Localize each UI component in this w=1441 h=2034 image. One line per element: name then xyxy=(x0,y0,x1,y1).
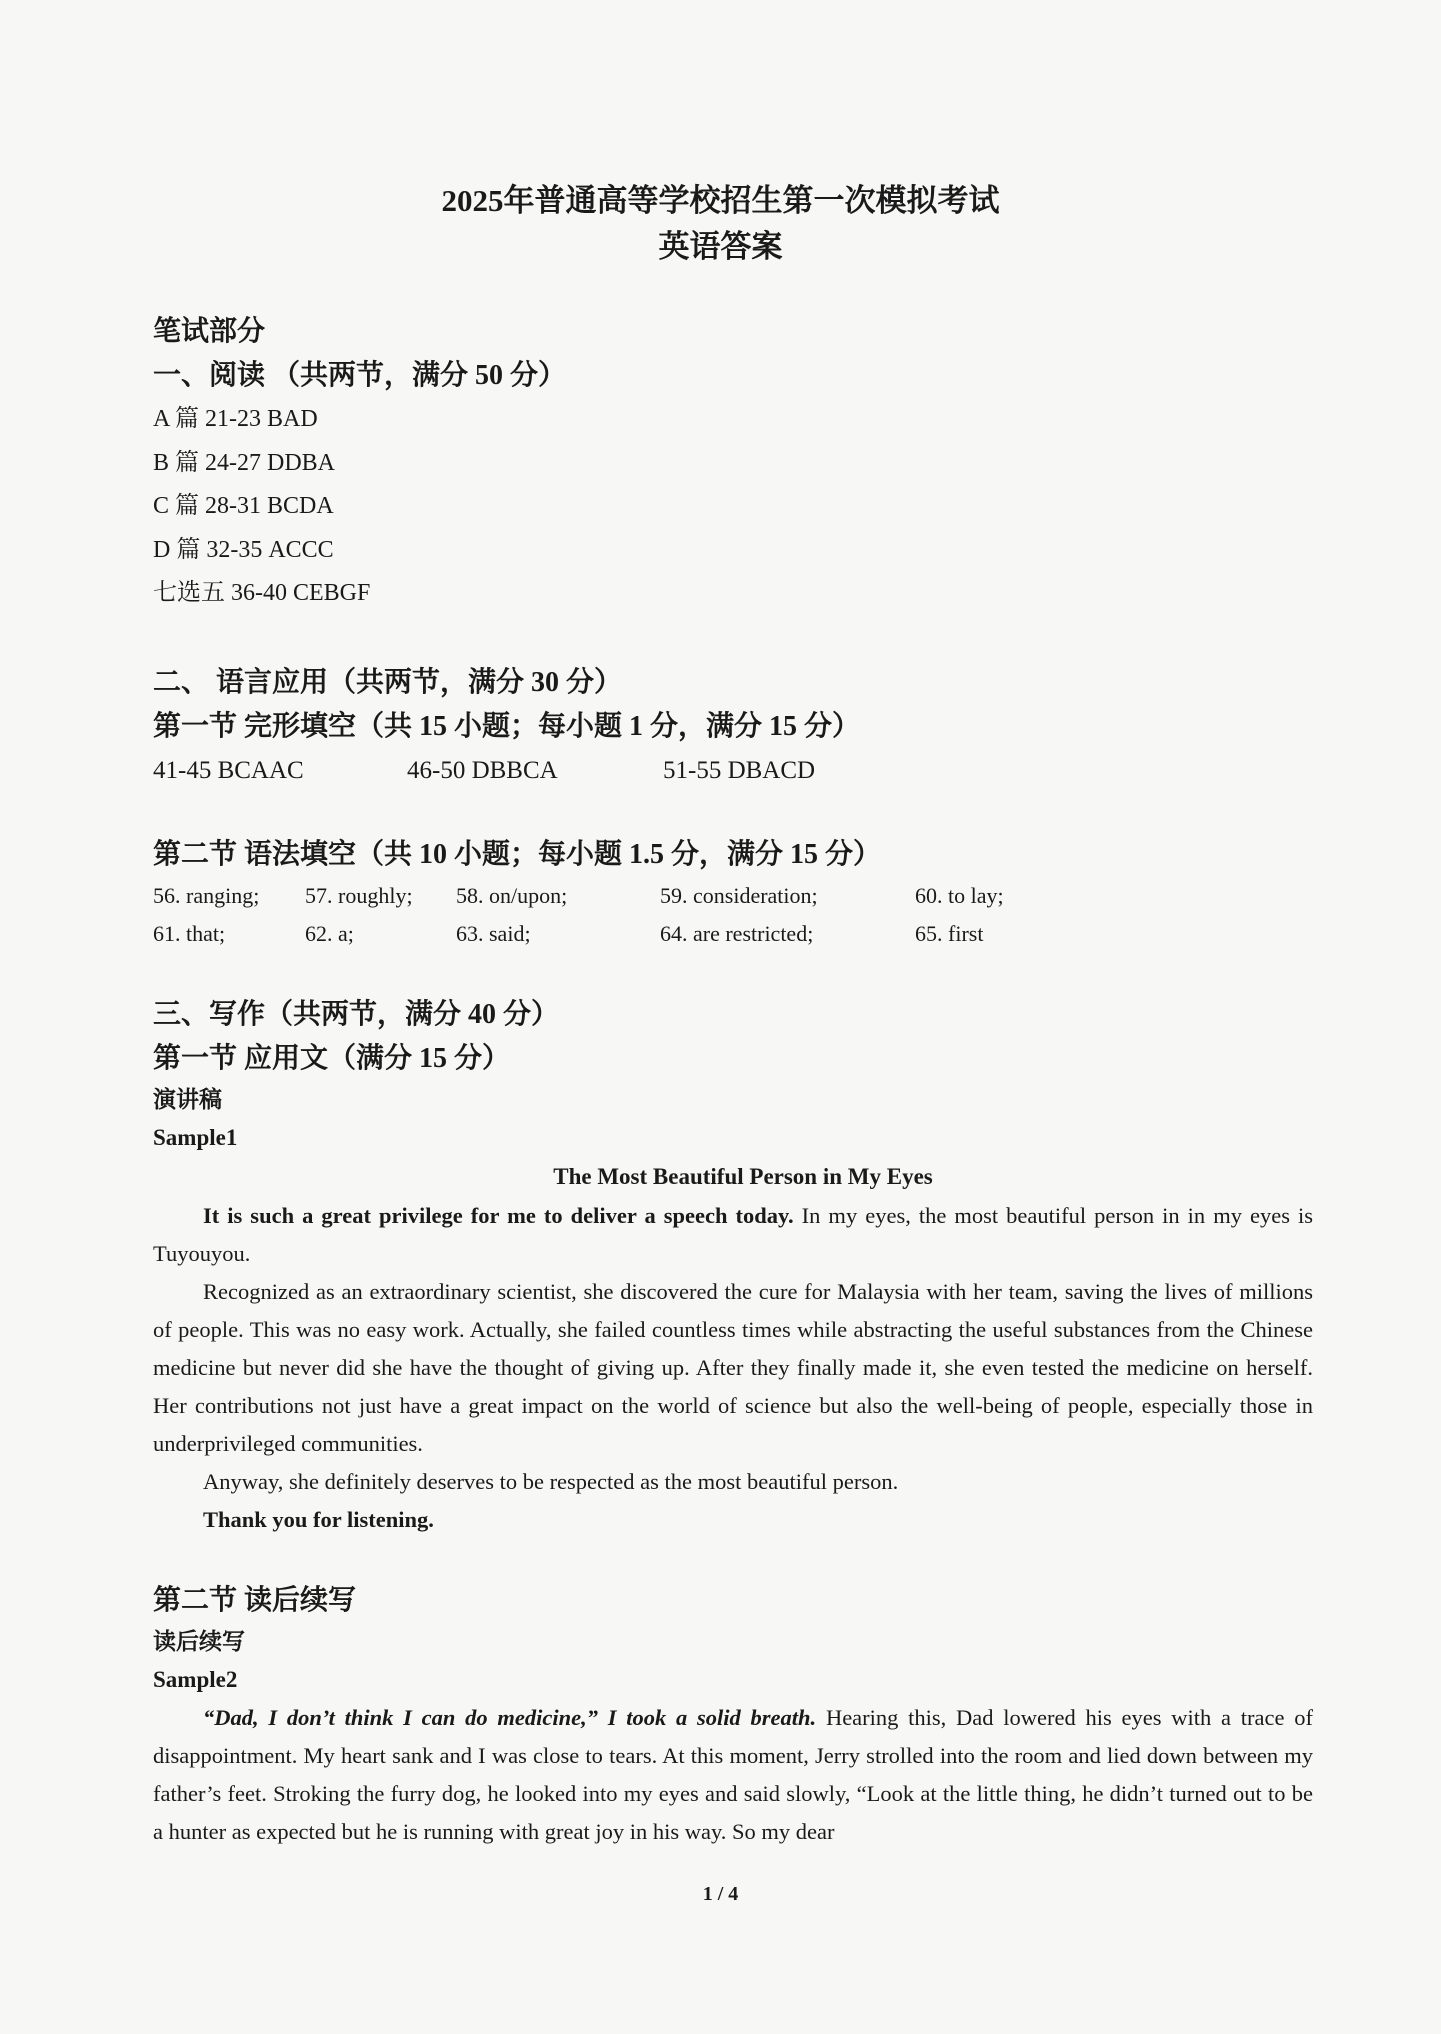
grammar-answers-row xyxy=(153,915,1313,953)
reading-answer: B 篇 24-27 DDBA xyxy=(153,449,336,476)
reading-heading: 一、阅读 （共两节，满分 50 分） xyxy=(153,360,567,391)
reading-answer: 七选五 36-40 CEBGF xyxy=(153,580,371,606)
writing-part1-type: 演讲稿 xyxy=(153,1086,222,1112)
cloze-answer: 46-50 DBBCA xyxy=(407,756,558,784)
writing-heading: 三、写作（共两节，满分 40 分） xyxy=(153,998,560,1030)
cloze-answers xyxy=(153,749,1313,793)
grammar-answer: 59. consideration; xyxy=(660,882,818,908)
cloze-answer: 41-45 BCAAC xyxy=(153,756,304,784)
title-block xyxy=(0,178,1441,270)
sample1-title: The Most Beautiful Person in My Eyes xyxy=(553,1163,933,1189)
language-heading: 二、 语言应用（共两节，满分 30 分） xyxy=(153,666,623,698)
page-number: 1 / 4 xyxy=(702,1883,739,1905)
sample2-label: Sample2 xyxy=(153,1666,238,1692)
grammar-answer: 56. ranging; xyxy=(153,882,260,908)
sample1-paragraph: Anyway, she definitely deserves to be respected as the most beautiful person. xyxy=(203,1468,899,1494)
sample1-opening: It is such a great privilege for me to deliver a speech today. xyxy=(203,1202,794,1228)
reading-answer: D 篇 32-35 ACCC xyxy=(153,536,334,563)
section-written-label: 笔试部分 xyxy=(153,316,266,347)
cloze-answer: 51-55 DBACD xyxy=(663,756,816,784)
writing-part1-heading: 第一节 应用文（满分 15 分） xyxy=(153,1042,511,1074)
grammar-answer: 61. that; xyxy=(153,920,226,946)
grammar-answer: 60. to lay; xyxy=(915,882,1004,908)
writing-part2-type: 读后续写 xyxy=(153,1628,245,1654)
sample1-closing: Thank you for listening. xyxy=(203,1506,434,1532)
grammar-answer: 62. a; xyxy=(305,920,354,946)
writing-part2-heading: 第二节 读后续写 xyxy=(153,1584,357,1616)
content xyxy=(153,310,1313,1851)
sample1-label: Sample1 xyxy=(153,1124,238,1150)
grammar-answer: 57. roughly; xyxy=(305,882,413,908)
grammar-answer: 65. first xyxy=(915,920,984,946)
grammar-answers-row xyxy=(153,877,1313,915)
sample2-opening: “Dad, I don’t think I can do medicine,” I took a solid breath. xyxy=(203,1704,817,1730)
grammar-answer: 63. said; xyxy=(456,920,531,946)
sample2-opening-rest: Hearing this, Dad lowered his eyes with a trace of disappointment. My heart sank and I was close to tears. At this moment, Jerry strolled into the room and lied down between my father’s feet. Stroking the furry dog, he looked into my eyes and said slowly, “Look at the little thing, he didn’t turned out to be a hunter as expected but he is running with great joy in his way. So my dear xyxy=(153,1704,1313,1844)
exam-title: 2025年普通高等学校招生第一次模拟考试 xyxy=(441,183,1000,218)
cloze-heading: 第一节 完形填空（共 15 小题；每小题 1 分，满分 15 分） xyxy=(153,710,861,742)
grammar-answer: 58. on/upon; xyxy=(456,882,568,908)
sample1-opening-rest: In my eyes, the most beautiful person in in my eyes is Tuyouyou. xyxy=(153,1202,1314,1266)
sample1-paragraph xyxy=(153,1197,1313,1273)
exam-subtitle: 英语答案 xyxy=(658,229,783,264)
sample1-paragraph: Recognized as an extraordinary scientist, she discovered the cure for Malaysia with her team, saving the lives of millions of people. This was no easy work. Actually, she failed countless times while abstracting the useful substances from the Chinese medicine but never did she have the thought of giving up. After they finally made it, she even tested the medicine on herself. Her contributions not just have a great impact on the world of science but also the well-being of people, especially those in underprivileged communities. xyxy=(153,1278,1313,1456)
grammar-answer: 64. are restricted; xyxy=(660,920,814,946)
grammar-heading: 第二节 语法填空（共 10 小题；每小题 1.5 分，满分 15 分） xyxy=(153,838,882,870)
sample2-paragraph xyxy=(153,1699,1313,1851)
reading-answer: C 篇 28-31 BCDA xyxy=(153,493,334,519)
reading-answer: A 篇 21-23 BAD xyxy=(153,406,318,432)
